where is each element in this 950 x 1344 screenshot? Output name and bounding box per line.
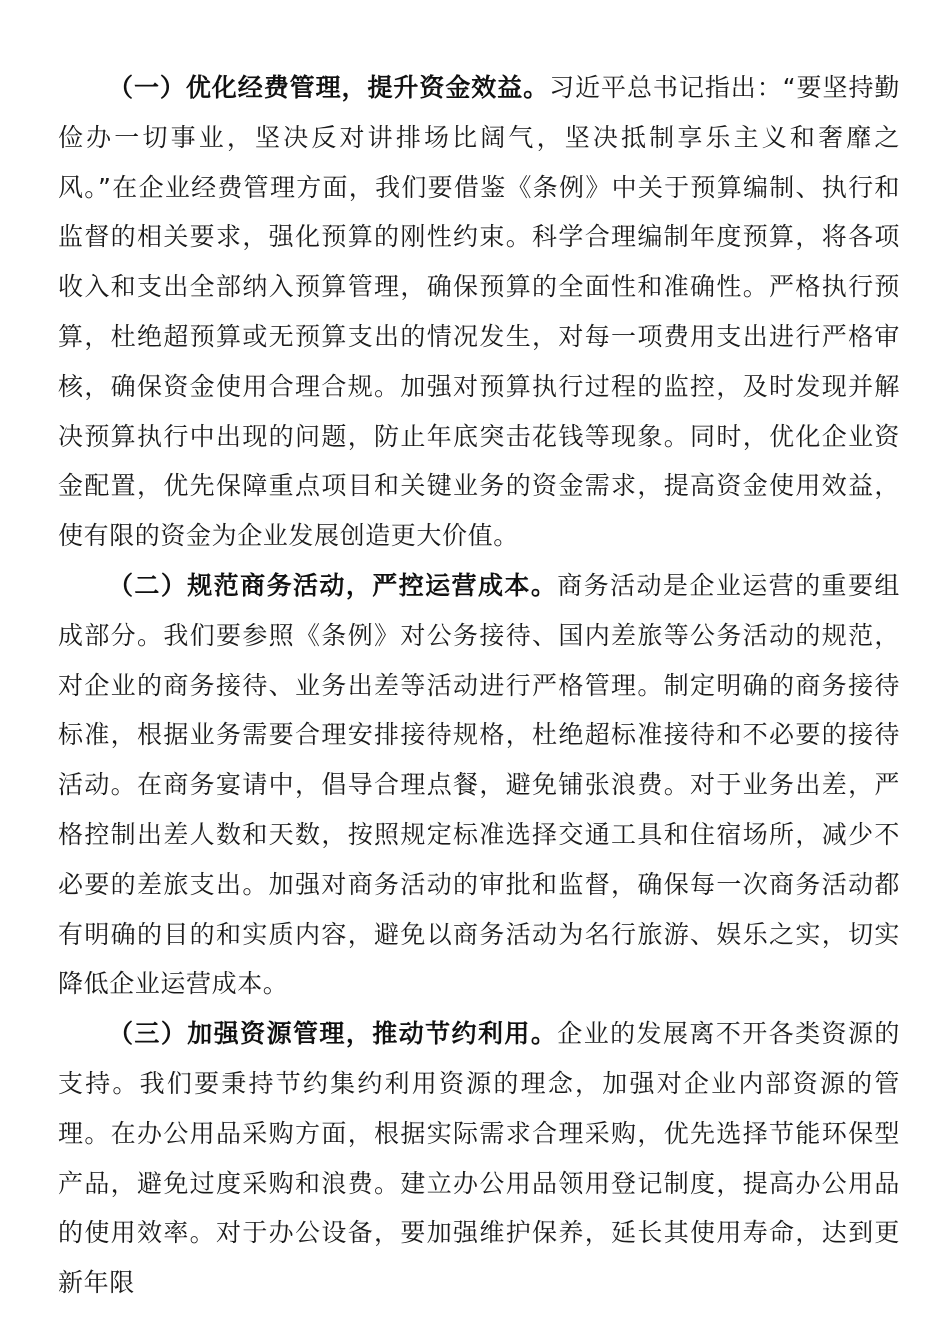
- paragraph-1-body: 习近平总书记指出：“要坚持勤俭办一切事业，坚决反对讲排场比阔气，坚决抵制享乐主义和奢靡之风。”在企业经费管理方面，我们要借鉴《条例》中关于预算编制、执行和监督的相关要求，强化预算的刚性约束。科学合理编制年度预算，将各项收入和支出全部纳入预算管理，确保预算的全面性和准确性。严格执行预算，杜绝超预算或无预算支出的情况发生，对每一项费用支出进行严格审核，确保资金使用合理合规。加强对预算执行过程的监控，及时发现并解决预算执行中出现的问题，防止年底突击花钱等现象。同时，优化企业资金配置，优先保障重点项目和关键业务的资金需求，提高资金使用效益，使有限的资金为企业发展创造更大价值。: [58, 73, 901, 551]
- paragraph-3: [58, 1009, 900, 1308]
- paragraph-3-body: 企业的发展离不开各类资源的支持。我们要秉持节约集约利用资源的理念，加强对企业内部资源的管理。在办公用品采购方面，根据实际需求合理采购，优先选择节能环保型产品，避免过度采购和浪费。建立办公用品领用登记制度，提高办公用品的使用效率。对于办公设备，要加强维护保养，延长其使用寿命，达到更新年限: [58, 1019, 900, 1298]
- paragraph-2: [58, 561, 900, 1009]
- paragraph-3-heading: （三）加强资源管理，推动节约利用。: [108, 1019, 558, 1049]
- paragraph-1: [58, 63, 900, 561]
- paragraph-2-heading: （二）规范商务活动，严控运营成本。: [108, 570, 558, 600]
- paragraph-1-heading: （一）优化经费管理，提升资金效益。: [108, 73, 550, 102]
- paragraph-2-body: 商务活动是企业运营的重要组成部分。我们要参照《条例》对公务接待、国内差旅等公务活动的规范，对企业的商务接待、业务出差等活动进行严格管理。制定明确的商务接待标准，根据业务需要合理安排接待规格，杜绝超标准接待和不必要的接待活动。在商务宴请中，倡导合理点餐，避免铺张浪费。对于业务出差，严格控制出差人数和天数，按照规定标准选择交通工具和住宿场所，减少不必要的差旅支出。加强对商务活动的审批和监督，确保每一次商务活动都有明确的目的和实质内容，避免以商务活动为名行旅游、娱乐之实，切实降低企业运营成本。: [58, 570, 900, 999]
